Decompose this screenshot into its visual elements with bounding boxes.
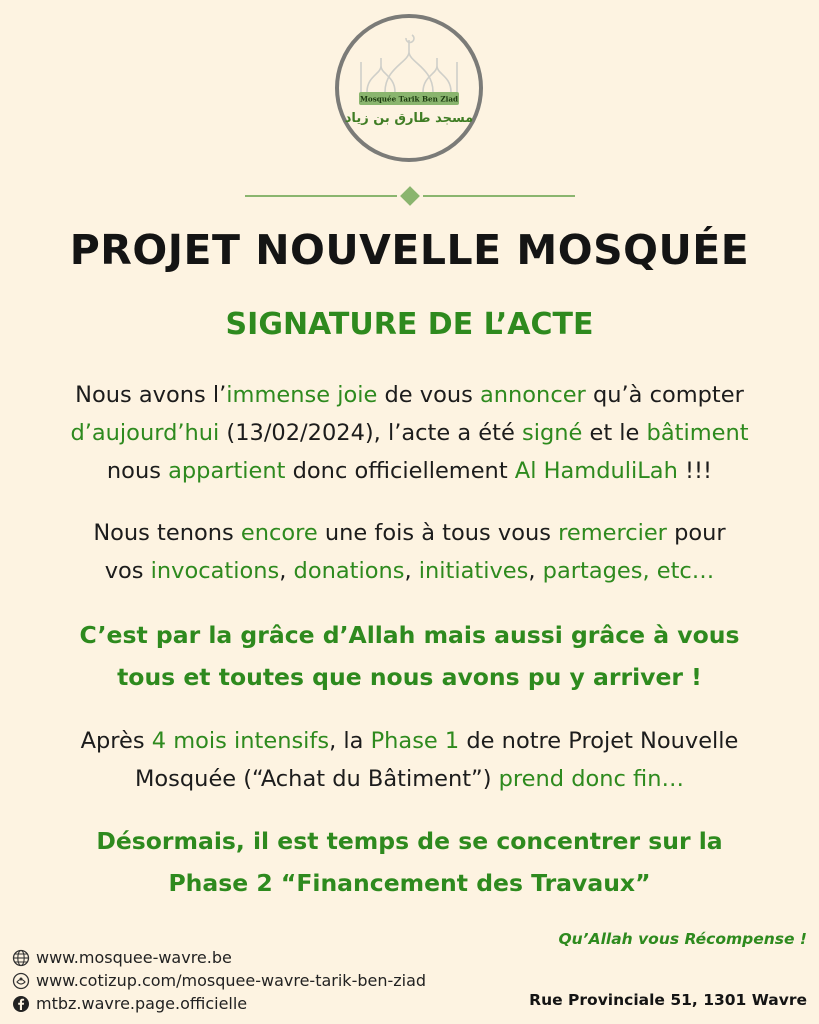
- page-subtitle: SIGNATURE DE L’ACTE: [225, 307, 594, 342]
- address-text: Rue Provinciale 51, 1301 Wavre: [529, 991, 807, 1009]
- footer-links: [12, 946, 426, 1015]
- cotizup-icon: [12, 972, 30, 990]
- logo-name-latin: Mosquée Tarik Ben Ziad: [359, 94, 459, 104]
- phase1-paragraph: Après 4 mois intensifs, la Phase 1 de notre Projet Nouvelle Mosquée (“Achat du Bâtiment”) prend donc fin…: [80, 728, 739, 792]
- page-title: PROJET NOUVELLE MOSQUÉE: [69, 226, 750, 274]
- announcement-paragraph: Nous avons l’immense joie de vous annoncer qu’à compter d’aujourd’hui (13/02/2024), l’acte a été signé et le bâtiment nous appartient donc officiellement Al HamduliLah !!!: [70, 382, 749, 484]
- facebook-link[interactable]: mtbz.wavre.page.officielle: [12, 992, 426, 1015]
- grace-paragraph: C’est par la grâce d’Allah mais aussi grâce à vous tous et toutes que nous avons pu y arriver !: [79, 621, 740, 691]
- decorative-divider: [245, 186, 575, 206]
- blessing-text: Qu’Allah vous Récompense !: [558, 930, 807, 948]
- website-link[interactable]: www.mosquee-wavre.be: [12, 946, 426, 969]
- facebook-icon: [12, 995, 30, 1013]
- thanks-paragraph: Nous tenons encore une fois à tous vous remercier pour vos invocations, donations, initiatives, partages, etc…: [93, 520, 726, 584]
- phase2-paragraph: Désormais, il est temps de se concentrer sur la Phase 2 “Financement des Travaux”: [96, 827, 723, 897]
- mosque-logo: [333, 12, 485, 164]
- globe-icon: [12, 949, 30, 967]
- logo-name-arabic: مسجد طارق بن زياد: [344, 111, 474, 126]
- cotizup-link[interactable]: www.cotizup.com/mosquee-wavre-tarik-ben-ziad: [12, 969, 426, 992]
